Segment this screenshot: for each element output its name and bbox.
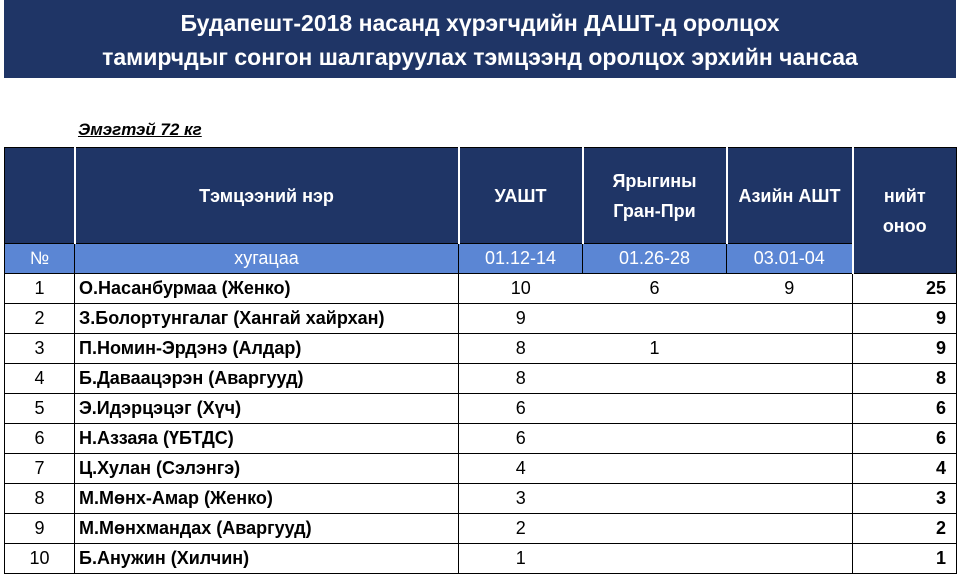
title-line-1: Будапешт-2018 насанд хүрэгчдийн ДАШТ-д оролцох [180, 10, 780, 36]
header-row [5, 148, 957, 244]
header-col-uasht: УАШТ [459, 148, 583, 244]
score-uasht: 6 [459, 424, 583, 454]
score-uasht: 4 [459, 454, 583, 484]
header-competition: Тэмцээний нэр [75, 148, 459, 244]
date-row [5, 244, 957, 274]
table-row [5, 514, 957, 544]
header-total-line2: оноо [882, 215, 927, 236]
score-total: 6 [853, 424, 957, 454]
score-asian [727, 424, 853, 454]
score-uasht: 9 [459, 304, 583, 334]
date-uasht: 01.12-14 [459, 244, 583, 274]
weight-category: Эмэгтэй 72 кг [78, 120, 202, 139]
table-row [5, 424, 957, 454]
athlete-name: О.Насанбурмаа (Женко) [75, 274, 459, 304]
score-asian: 9 [727, 274, 853, 304]
header-col-asian: Азийн АШТ [727, 148, 853, 244]
score-total: 6 [853, 394, 957, 424]
title-banner [4, 0, 956, 78]
row-number: 10 [5, 544, 75, 574]
date-yarygin: 01.26-28 [583, 244, 727, 274]
row-number: 9 [5, 514, 75, 544]
table-row [5, 334, 957, 364]
ranking-table [4, 147, 957, 574]
table-row [5, 364, 957, 394]
score-total: 8 [853, 364, 957, 394]
score-asian [727, 364, 853, 394]
score-yarygin [583, 544, 727, 574]
table-row [5, 274, 957, 304]
score-yarygin [583, 364, 727, 394]
score-asian [727, 334, 853, 364]
score-asian [727, 544, 853, 574]
header-col-yarygin-line2: Гран-При [613, 200, 696, 221]
score-total: 9 [853, 304, 957, 334]
score-total: 9 [853, 334, 957, 364]
athlete-name: Б.Даваацэрэн (Аваргууд) [75, 364, 459, 394]
dates-label: хугацаа [75, 244, 459, 274]
score-yarygin [583, 394, 727, 424]
row-number: 7 [5, 454, 75, 484]
score-uasht: 3 [459, 484, 583, 514]
athlete-name: Ц.Хулан (Сэлэнгэ) [75, 454, 459, 484]
score-total: 2 [853, 514, 957, 544]
table-row [5, 394, 957, 424]
header-number: № [5, 244, 75, 274]
athlete-name: Э.Идэрцэцэг (Хүч) [75, 394, 459, 424]
table-row [5, 484, 957, 514]
score-total: 25 [853, 274, 957, 304]
score-yarygin [583, 484, 727, 514]
score-yarygin: 1 [583, 334, 727, 364]
header-col-yarygin-line1: Ярыгины [612, 170, 697, 191]
score-asian [727, 304, 853, 334]
score-total: 1 [853, 544, 957, 574]
athlete-name: М.Мөнх-Амар (Женко) [75, 484, 459, 514]
score-asian [727, 394, 853, 424]
score-total: 3 [853, 484, 957, 514]
score-uasht: 6 [459, 394, 583, 424]
row-number: 6 [5, 424, 75, 454]
score-uasht: 2 [459, 514, 583, 544]
score-yarygin [583, 424, 727, 454]
header-col-yarygin [583, 148, 727, 244]
athlete-name: Б.Анужин (Хилчин) [75, 544, 459, 574]
table-row [5, 454, 957, 484]
athlete-name: П.Номин-Эрдэнэ (Алдар) [75, 334, 459, 364]
athlete-name: М.Мөнхмандах (Аваргууд) [75, 514, 459, 544]
score-total: 4 [853, 454, 957, 484]
row-number: 4 [5, 364, 75, 394]
row-number: 5 [5, 394, 75, 424]
score-asian [727, 454, 853, 484]
score-uasht: 10 [459, 274, 583, 304]
row-number: 3 [5, 334, 75, 364]
athlete-name: Н.Аззаяа (ҮБТДС) [75, 424, 459, 454]
table-row [5, 304, 957, 334]
score-yarygin: 6 [583, 274, 727, 304]
header-total-line1: нийт [883, 185, 926, 206]
score-uasht: 1 [459, 544, 583, 574]
score-yarygin [583, 454, 727, 484]
score-asian [727, 484, 853, 514]
title-line-2: тамирчдыг сонгон шалгаруулах тэмцээнд оролцох эрхийн чансаа [102, 44, 858, 70]
table-row [5, 544, 957, 574]
row-number: 8 [5, 484, 75, 514]
header-blank-cell [5, 148, 75, 244]
score-uasht: 8 [459, 334, 583, 364]
athlete-name: З.Болортунгалаг (Хангай хайрхан) [75, 304, 459, 334]
score-asian [727, 514, 853, 544]
row-number: 2 [5, 304, 75, 334]
row-number: 1 [5, 274, 75, 304]
score-uasht: 8 [459, 364, 583, 394]
date-asian: 03.01-04 [727, 244, 853, 274]
score-yarygin [583, 514, 727, 544]
header-total [853, 148, 957, 274]
score-yarygin [583, 304, 727, 334]
